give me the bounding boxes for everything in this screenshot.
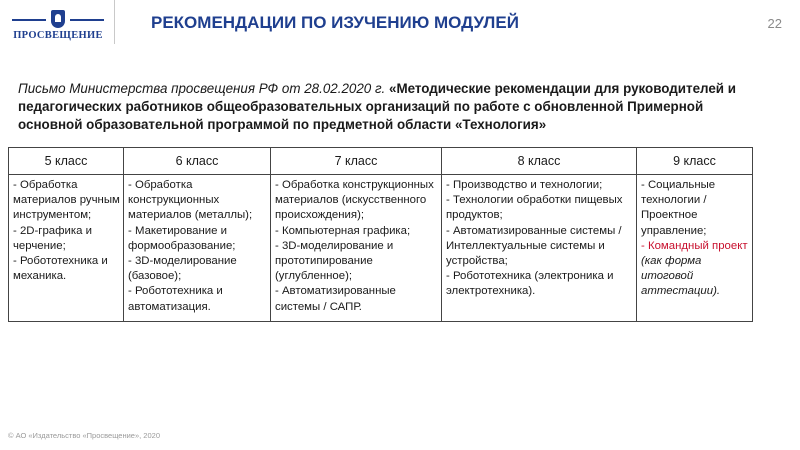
intro-source: Письмо Министерства просвещения РФ от 28.02.2020 г. bbox=[18, 81, 386, 96]
header-grade-8: 8 класс bbox=[442, 148, 637, 175]
module-item: - Обработка конструкционных материалов (искусственного происхождения); bbox=[275, 179, 434, 222]
modules-grade-6 bbox=[124, 175, 271, 322]
header-divider bbox=[114, 0, 115, 44]
module-item: - Робототехника (электроника и электротехника). bbox=[446, 270, 614, 298]
module-item: - Производство и технологии; bbox=[446, 179, 603, 191]
modules-grade-8 bbox=[442, 175, 637, 322]
table-header-row bbox=[9, 148, 753, 175]
intro-document-title: «Методические рекомендации для руководителей и педагогических работников общеобразовательных организаций по работе с обновленной Примерной основной образовательной программой по предметной области «Технология» bbox=[18, 81, 736, 132]
slide-title: РЕКОМЕНДАЦИИ ПО ИЗУЧЕНИЮ МОДУЛЕЙ bbox=[151, 13, 519, 32]
header-grade-6: 6 класс bbox=[124, 148, 271, 175]
logo-emblem-icon bbox=[51, 10, 65, 28]
logo-bar-right bbox=[70, 19, 104, 21]
module-item: - 2D-графика и черчение; bbox=[13, 224, 92, 252]
final-project-label: - Командный проект bbox=[641, 239, 748, 252]
modules-grade-7 bbox=[271, 175, 442, 322]
header-grade-5: 5 класс bbox=[9, 148, 124, 175]
copyright-footer: © АО «Издательство «Просвещение», 2020 bbox=[8, 431, 160, 440]
intro-paragraph bbox=[18, 80, 738, 134]
module-item: - 3D-моделирование и прототипирование (углубленное); bbox=[275, 239, 394, 283]
module-item: - Технологии обработки пищевых продуктов; bbox=[446, 194, 623, 222]
table-row bbox=[9, 175, 753, 322]
page-number: 22 bbox=[767, 16, 782, 31]
final-project-note: (как форма итоговой аттестации). bbox=[641, 255, 721, 298]
header-grade-7: 7 класс bbox=[271, 148, 442, 175]
module-item: - Автоматизированные системы / Интеллектуальные системы и устройства; bbox=[446, 224, 622, 268]
publisher-logo bbox=[12, 8, 104, 44]
header-grade-9: 9 класс bbox=[637, 148, 753, 175]
module-item: - Автоматизированные системы / САПР. bbox=[275, 285, 396, 313]
module-item: - Робототехника и автоматизация. bbox=[128, 285, 223, 313]
module-item: - Компьютерная графика; bbox=[275, 224, 411, 237]
module-item: - 3D-моделирование (базовое); bbox=[128, 255, 237, 283]
logo-bar-left bbox=[12, 19, 46, 21]
module-item: - Обработка конструкционных материалов (металлы); bbox=[128, 179, 253, 222]
modules-grade-5 bbox=[9, 175, 124, 322]
module-item-final-project bbox=[641, 239, 750, 300]
modules-table bbox=[8, 147, 753, 322]
module-item: - Робототехника и механика. bbox=[13, 255, 108, 283]
logo-text: ПРОСВЕЩЕНИЕ bbox=[13, 30, 103, 41]
module-item: - Обработка материалов ручным инструментом; bbox=[13, 179, 120, 222]
module-item: - Макетирование и формообразование; bbox=[128, 224, 236, 252]
module-item: - Социальные технологии / Проектное управление; bbox=[641, 179, 716, 237]
modules-grade-9 bbox=[637, 175, 753, 322]
